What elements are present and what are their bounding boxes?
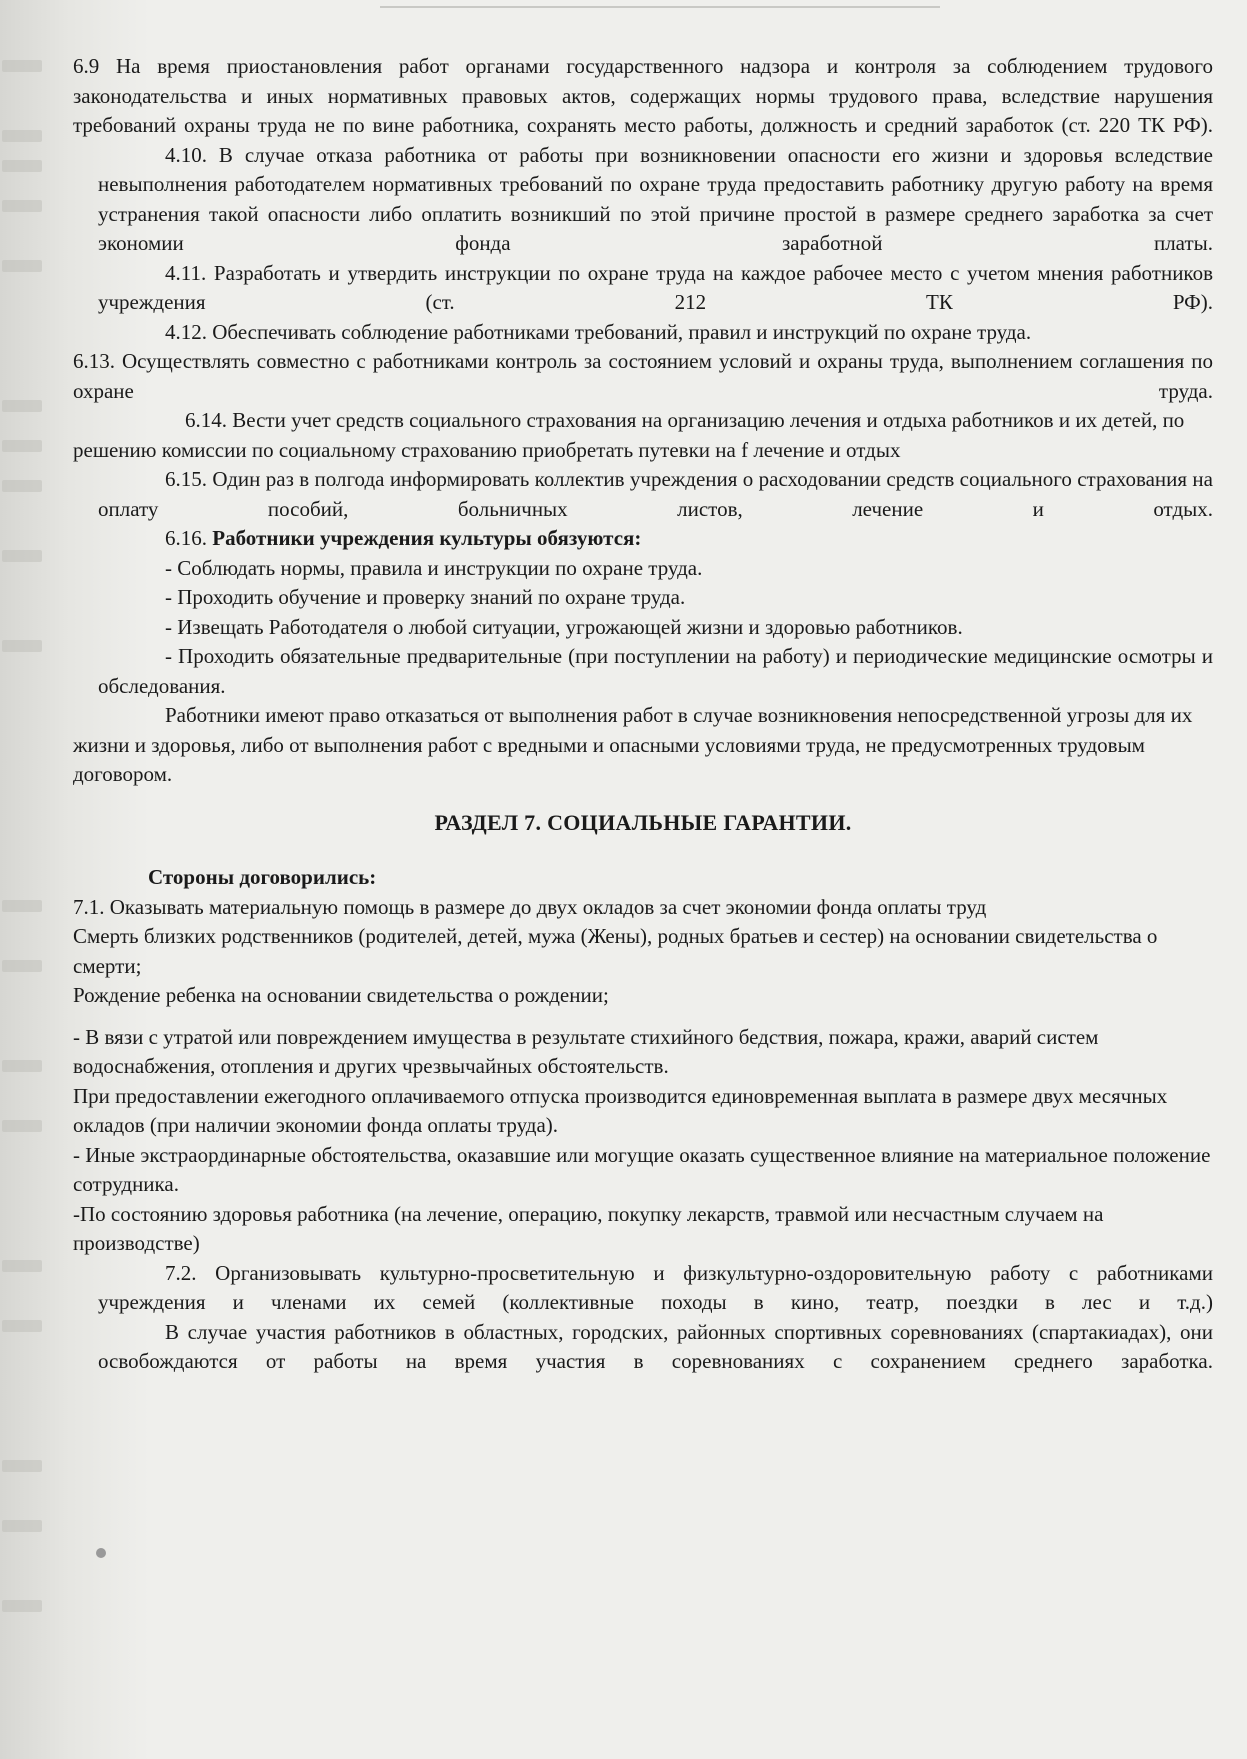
paragraph-4-11: 4.11. Разработать и утвердить инструкции по охране труда на каждое рабочее место с учетом мнения работников учреждения (ст. 212 ТК РФ). bbox=[98, 260, 1213, 314]
paragraph-4-12: 4.12. Обеспечивать соблюдение работниками требований, правил и инструкций по охране труда. bbox=[165, 319, 1032, 344]
section-7-heading: РАЗДЕЛ 7. СОЦИАЛЬНЫЕ ГАРАНТИИ. bbox=[434, 809, 852, 835]
bleed-mark bbox=[2, 400, 42, 412]
scan-spot bbox=[96, 1548, 106, 1558]
bleed-mark bbox=[2, 1060, 42, 1072]
bleed-mark bbox=[2, 1320, 42, 1332]
paragraph-7-2: 7.2. Организовывать культурно-просветительную и физкультурно-оздоровительную работу с работниками учреждения и членами их семей (коллективные походы в кино, театр, поездки в лес и т.д.) bbox=[98, 1260, 1213, 1314]
paragraph-6-15: 6.15. Один раз в полгода информировать коллектив учреждения о расходовании средств социального страхования на оплату пособий, больничных листов, лечение и отдых. bbox=[98, 467, 1213, 521]
bleed-mark bbox=[2, 550, 42, 562]
paragraph-sport: В случае участия работников в областных, городских, районных спортивных соревнованиях (спартакиадах), они освобождаются от работы на время участия в соревнованиях с сохранением среднего заработка. bbox=[98, 1319, 1213, 1373]
item-birth: Рождение ребенка на основании свидетельства о рождении; bbox=[73, 983, 609, 1007]
bleed-mark bbox=[2, 160, 42, 172]
agreed-heading: Стороны договорились: bbox=[148, 865, 377, 889]
bleed-mark bbox=[2, 440, 42, 452]
item-death: Смерть близких родственников (родителей, детей, мужа (Жены), родных братьев и сестер) на основании свидетельства о смерти; bbox=[73, 924, 1158, 978]
item-property-loss: - В вязи с утратой или повреждением имущества в результате стихийного бедствия, пожара, кражи, аварий систем водоснабжения, отопления и других чрезвычайных обстоятельств. bbox=[73, 1024, 1099, 1078]
paragraph-7-1-number: 7.1. bbox=[73, 894, 105, 919]
paragraph-rights: Работники имеют право отказаться от выполнения работ в случае возникновения непосредственной угрозы для их жизни и здоровья, либо от выполнения работ с вредными и опасными условиями труда, не предусмотренных трудовым договором. bbox=[73, 703, 1193, 786]
bleed-mark bbox=[2, 1460, 42, 1472]
bleed-mark bbox=[2, 130, 42, 142]
paragraph-6-14: 6.14. Вести учет средств социального страхования на организацию лечения и отдыха работников и их детей, по решению комиссии по социальному страхованию приобретать путевки на f лечение и отдых bbox=[73, 408, 1185, 462]
item-health: -По состоянию здоровья работника (на лечение, операцию, покупку лекарств, травмой или несчастным случаем на производстве) bbox=[73, 1201, 1104, 1255]
duty-item: - Проходить обязательные предварительные (при поступлении на работу) и периодические медицинские осмотры и обследования. bbox=[98, 644, 1213, 698]
scan-artifact-line bbox=[380, 6, 940, 8]
paragraph-6-16-title: Работники учреждения культуры обязуются: bbox=[212, 526, 642, 550]
duty-item: - Соблюдать нормы, правила и инструкции по охране труда. bbox=[165, 555, 703, 580]
duty-item: - Проходить обучение и проверку знаний по охране труда. bbox=[165, 585, 686, 609]
paragraph-6-16-number: 6.16. bbox=[165, 526, 207, 550]
paragraph-7-1-text: Оказывать материальную помощь в размере до двух окладов за счет экономии фонда оплаты труд bbox=[109, 894, 987, 919]
paragraph-6-16 bbox=[73, 524, 1213, 554]
document-body bbox=[73, 52, 1213, 1377]
bleed-mark bbox=[2, 60, 42, 72]
bleed-mark bbox=[2, 260, 42, 272]
paragraph-6-13: 6.13. Осуществлять совместно с работниками контроль за состоянием условий и охраны труда, выполнением соглашения по охране труда. bbox=[73, 349, 1213, 403]
bleed-mark bbox=[2, 1260, 42, 1272]
paragraph-7-1 bbox=[73, 893, 1213, 923]
bleed-mark bbox=[2, 1120, 42, 1132]
paragraph-6-9: 6.9 На время приостановления работ органами государственного надзора и контроля за соблюдением трудового законодательства и иных нормативных правовых актов, содержащих нормы трудового права, вследствие нарушения требований охраны труда не по вине работника, сохранять место работы, должность и средний заработок (ст. 220 ТК РФ). bbox=[73, 54, 1213, 137]
item-extraordinary: - Иные экстраординарные обстоятельства, оказавшие или могущие оказать существенное влияние на материальное положение сотрудника. bbox=[73, 1142, 1211, 1196]
duty-item: - Извещать Работодателя о любой ситуации, угрожающей жизни и здоровью работников. bbox=[165, 614, 963, 639]
bleed-mark bbox=[2, 1520, 42, 1532]
bleed-mark bbox=[2, 1600, 42, 1612]
item-vacation: При предоставлении ежегодного оплачиваемого отпуска производится единовременная выплата в размере двух месячных окладов (при наличии экономии фонда оплаты труда). bbox=[73, 1083, 1168, 1137]
bleed-mark bbox=[2, 200, 42, 212]
bleed-mark bbox=[2, 900, 42, 912]
bleed-mark bbox=[2, 480, 42, 492]
paragraph-4-10: 4.10. В случае отказа работника от работы при возникновении опасности его жизни и здоровья вследствие невыполнения работодателем нормативных требований по охране труда предоставить работнику другую работу на время устранения такой опасности либо оплатить возникший по этой причине простой в размере среднего заработка за счет экономии фонда заработной платы. bbox=[98, 142, 1213, 255]
bleed-mark bbox=[2, 640, 42, 652]
bleed-mark bbox=[2, 960, 42, 972]
